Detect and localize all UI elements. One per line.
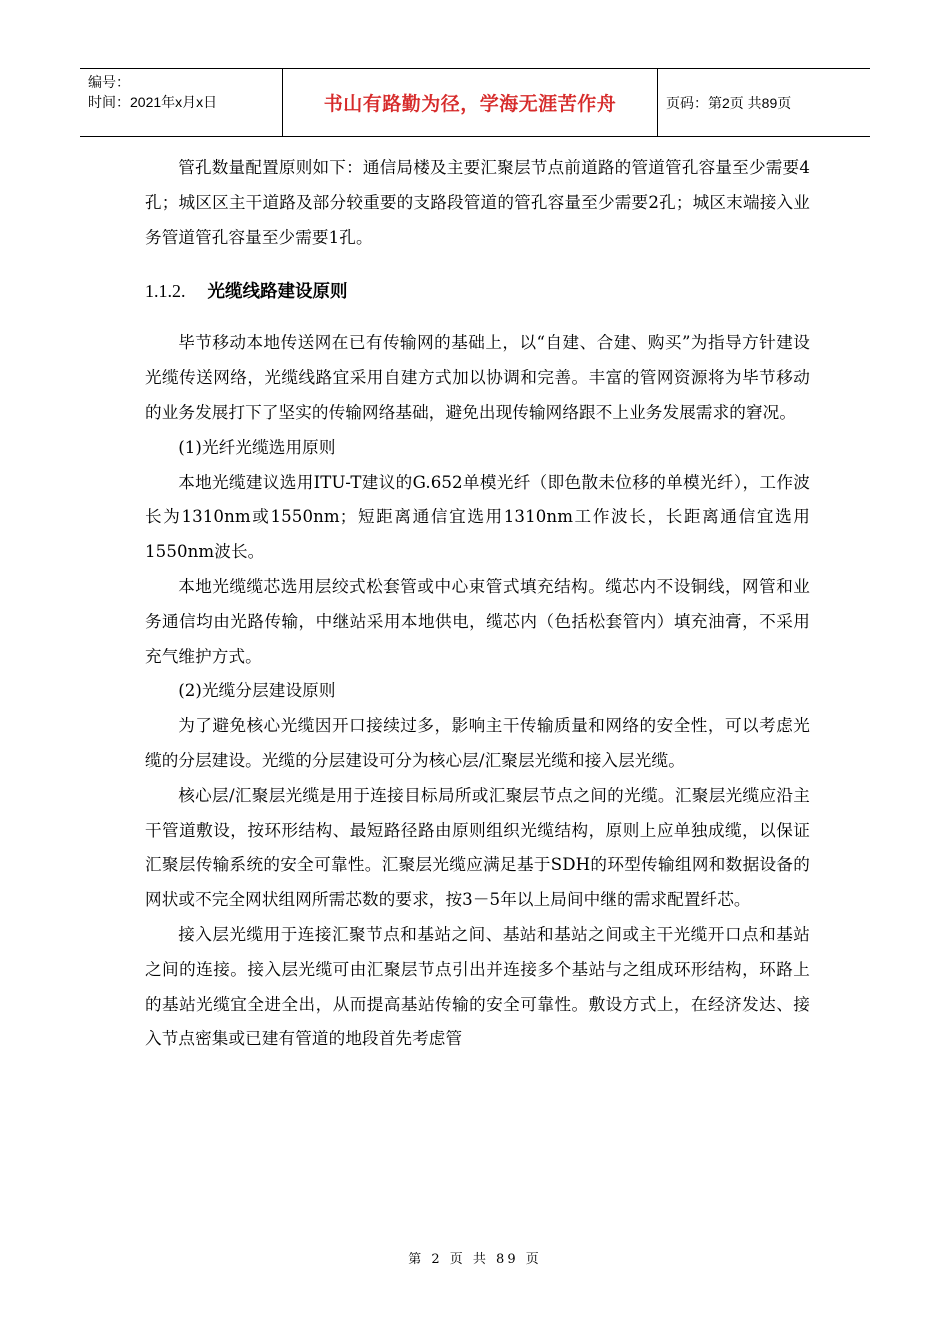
paragraph-layering: 为了避免核心光缆因开口接续过多，影响主干传输质量和网络的安全性，可以考虑光缆的分层建设。光缆的分层建设可分为核心层/汇聚层光缆和接入层光缆。 <box>145 716 810 770</box>
header-meta-cell <box>80 69 282 136</box>
section-heading <box>145 276 810 307</box>
paragraph-access-layer: 接入层光缆用于连接汇聚节点和基站之间、基站和基站之间或主干光缆开口点和基站之间的连接。接入层光缆可由汇聚层节点引出并连接多个基站与之组成环形结构，环路上的基站光缆宜全进全出，从而提高基站传输的安全可靠性。敷设方式上，在经济发达、接入节点密集或已建有管道的地段首先考虑管 <box>145 924 810 1049</box>
paragraph-intro: 毕节移动本地传送网在已有传输网的基础上，以“自建、合建、购买”为指导方针建设光缆传送网络，光缆线路宜采用自建方式加以协调和完善。丰富的管网资源将为毕节移动的业务发展打下了坚实的传输网络基础，避免出现传输网络跟不上业务发展需求的窘况。 <box>145 333 810 422</box>
header-page-label: 页码：第2页 共89页 <box>666 94 792 111</box>
paragraph-cable-core: 本地光缆缆芯选用层绞式松套管或中心束管式填充结构。缆芯内不设铜线，网管和业务通信均由光路传输，中继站采用本地供电，缆芯内（色括松套管内）填充油膏，不采用充气维护方式。 <box>145 576 810 666</box>
page-header <box>80 68 870 137</box>
document-body <box>145 151 810 1057</box>
paragraph-duct-config: 管孔数量配置原则如下：通信局楼及主要汇聚层节点前道路的管道管孔容量至少需要4孔；城区区主干道路及部分较重要的支路段管道的管孔容量至少需要2孔；城区末端接入业务管道管孔容量至少需要1孔。 <box>145 158 810 247</box>
paragraph-core-layer: 核心层/汇聚层光缆是用于连接目标局所或汇聚层节点之间的光缆。汇聚层光缆应沿主干管道敷设，按环形结构、最短路径路由原则组织光缆结构，原则上应单独成缆，以保证汇聚层传输系统的安全可靠性。汇聚层光缆应满足基于SDH的环型传输组网和数据设备的网状或不完全网状组网所需芯数的要求，按3－5年以上局间中继的需求配置纤芯。 <box>145 785 810 910</box>
subheading-layering: (2)光缆分层建设原则 <box>178 681 336 701</box>
paragraph-fiber-type: 本地光缆建议选用ITU-T建议的G.652单模光纤（即色散未位移的单模光纤），工作波长为1310nm或1550nm；短距离通信宜选用1310nm工作波长，长距离通信宜选用1550nm波长。 <box>145 472 810 562</box>
date-label: 时间：2021年x月x日 <box>88 94 218 110</box>
header-motto: 书山有路勤为径，学海无涯苦作舟 <box>282 69 658 136</box>
subheading-fiber-selection: (1)光纤光缆选用原则 <box>178 437 336 457</box>
section-number: 1.1.2. <box>145 281 186 302</box>
section-title: 光缆线路建设原则 <box>207 282 348 303</box>
page-footer: 第 2 页 共 89 页 <box>408 1252 542 1267</box>
serial-label: 编号： <box>88 74 130 90</box>
